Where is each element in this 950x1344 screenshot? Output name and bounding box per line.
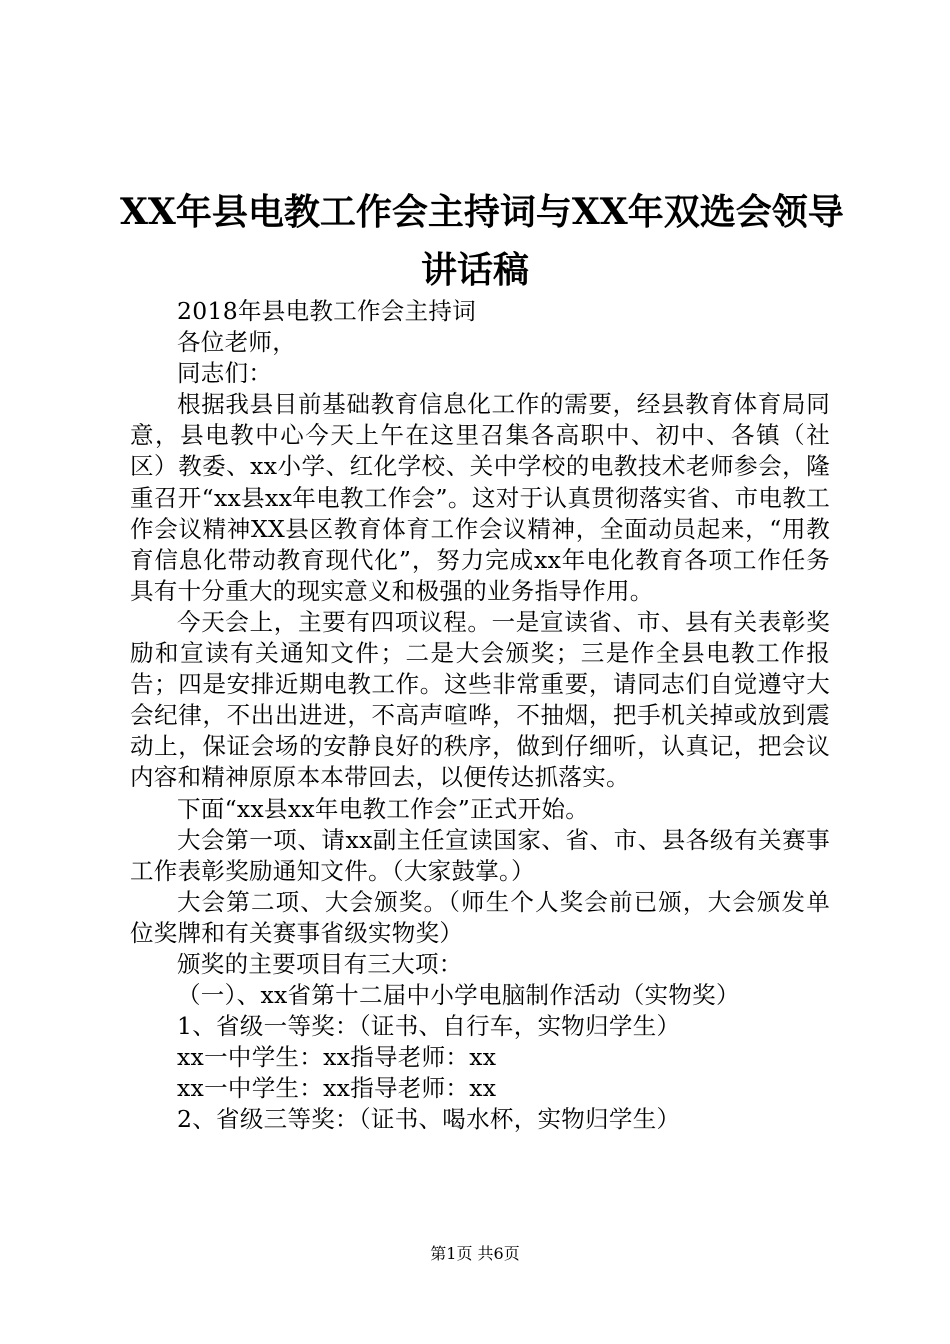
paragraph-salutation-comrades: 同志们： — [177, 359, 273, 388]
paragraph-third-prize: 2、省级三等奖：（证书、喝水杯，实物归学生） — [177, 1105, 681, 1134]
paragraph-item-two: 大会第二项、大会颁奖。（师生个人奖会前已颁，大会颁发单位奖牌和有关赛事省级实物奖） — [130, 887, 830, 947]
document-title-line2: 讲话稿 — [420, 249, 529, 291]
paragraph-opening: 下面“xx县xx年电教工作会”正式开始。 — [177, 794, 590, 823]
page-number-footer: 第1页 共6页 — [430, 1244, 520, 1263]
paragraph-agenda: 今天会上，主要有四项议程。一是宣读省、市、县有关表彰奖励和宣读有关通知文件；二是大会颁奖；三是作全县电教工作报告；四是安排近期电教工作。这些非常重要，请同志们自觉遵守大会纪律，不出出进进，不高声喧哗，不抽烟，把手机关掉或放到震动上，保证会场的安静良好的秩序，做到仔细听，认真记，把会议内容和精神原原本本带回去，以便传达抓落实。 — [130, 607, 830, 792]
paragraph-award-section-1: （一）、xx省第十二届中小学电脑制作活动（实物奖） — [177, 981, 740, 1010]
document-title-line1: XX年县电教工作会主持词与XX年双选会领导 — [120, 191, 844, 233]
document-body — [130, 296, 830, 1136]
paragraph-first-prize: 1、省级一等奖：（证书、自行车，实物归学生） — [177, 1012, 681, 1041]
paragraph-student-2: xx一中学生：xx指导老师：xx — [177, 1074, 497, 1103]
paragraph-subtitle: 2018年县电教工作会主持词 — [177, 297, 477, 325]
paragraph-item-one: 大会第一项、请xx副主任宣读国家、省、市、县各级有关赛事工作表彰奖励通知文件。（大家鼓掌。） — [130, 825, 830, 885]
paragraph-student-1: xx一中学生：xx指导老师：xx — [177, 1043, 497, 1072]
paragraph-intro: 根据我县目前基础教育信息化工作的需要，经县教育体育局同意，县电教中心今天上午在这里召集各高职中、初中、各镇（社区）教委、xx小学、红化学校、关中学校的电教技术老师参会，隆重召开“xx县xx年电教工作会”。这对于认真贯彻落实省、市电教工作会议精神XX县区教育体育工作会议精神，全面动员起来，“用教育信息化带动教育现代化”，努力完成xx年电化教育各项工作任务具有十分重大的现实意义和极强的业务指导作用。 — [130, 390, 830, 605]
paragraph-award-projects: 颁奖的主要项目有三大项： — [177, 949, 463, 978]
paragraph-salutation-teachers: 各位老师， — [177, 328, 296, 357]
